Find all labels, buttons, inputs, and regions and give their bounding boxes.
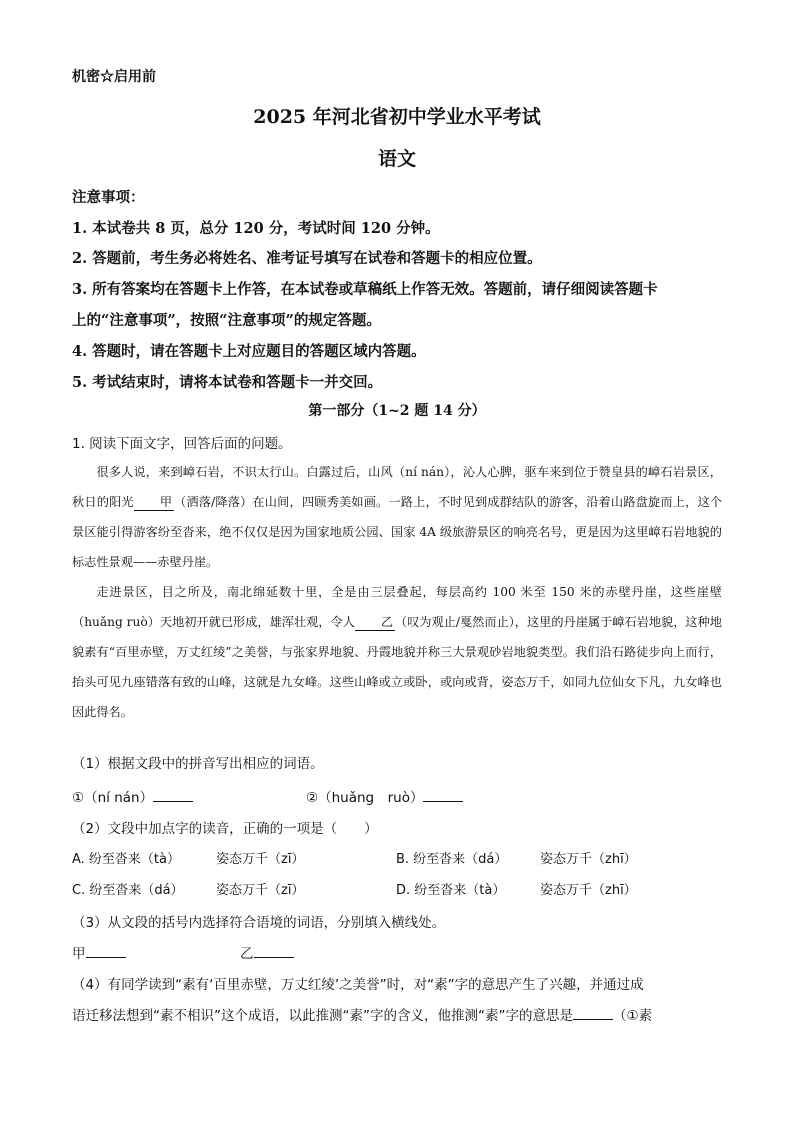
option-d-2: 姿态万千（zhī） <box>540 883 637 898</box>
sub1-answer-a <box>72 786 193 806</box>
answer-line <box>153 789 193 802</box>
part-heading: 第一部分（1~2 题 14 分） <box>308 403 486 419</box>
sub-question-1: （1）根据文段中的拼音写出相应的词语。 <box>72 756 324 772</box>
notes-item-5: 5. 考试结束时，请将本试卷和答题卡一并交回。 <box>72 374 383 391</box>
answer-line <box>254 945 294 958</box>
option-d-1: D. 纷至沓来（tà） <box>396 883 506 898</box>
notes-item-3-cont: 上的“注意事项”，按照“注意事项”的规定答题。 <box>72 312 381 329</box>
sub-question-2: （2）文段中加点字的读音，正确的一项是（ ） <box>72 821 378 837</box>
paragraph-2-text-b: （叹为观止/戛然而止），这里的丹崖属于嶂石岩地貌，这种地貌素有“百里赤壁，万丈红绫”之美誉，与张家界地貌、丹霞地貌并称三大景观砂岩地貌类型。我们沿石路徒步向上而行，抬头可见九座错落有致的山峰，这就是九女峰。这些山峰或立或卧，或向或背，姿态万千，如同九位仙女下凡，九女峰也因此得名。 <box>72 615 722 719</box>
subject-title: 语文 <box>377 148 416 170</box>
passage-paragraph-2 <box>72 577 722 727</box>
option-c-2: 姿态万千（zī） <box>216 883 305 898</box>
passage-paragraph-1 <box>72 457 722 577</box>
option-b-1: B. 纷至沓来（dá） <box>396 852 508 867</box>
sub3-jia-label: 甲 <box>72 946 86 962</box>
sub-question-4-line-2 <box>72 1004 652 1024</box>
exam-title: 2025 年河北省初中学业水平考试 <box>253 106 541 128</box>
blank-jia: 甲 <box>134 494 174 511</box>
option-b-2: 姿态万千（zhī） <box>540 852 637 867</box>
sub1-b-label: ②（huǎng ruò） <box>306 790 424 806</box>
sub4-option-start: （①素 <box>612 1008 653 1024</box>
answer-line <box>86 945 126 958</box>
blank-yi: 乙 <box>355 614 395 631</box>
sub3-answer-yi <box>240 942 294 962</box>
answer-line <box>573 1007 613 1020</box>
confidential-label: 机密☆启用前 <box>72 69 156 85</box>
sub3-answer-jia <box>72 942 126 962</box>
option-a-2: 姿态万千（zī） <box>216 852 305 867</box>
paragraph-1-text-b: （洒落/降落）在山间，四顾秀美如画。一路上，不时见到成群结队的游客，沿着山路盘旋而上，这个景区能引得游客纷至沓来，绝不仅仅是因为国家地质公园、国家 4A 级旅游景区的响亮名号，更是因为这里嶂石岩地貌的标志性景观——赤壁丹崖。 <box>72 495 723 569</box>
notes-item-2: 2. 答题前，考生务必将姓名、准考证号填写在试卷和答题卡的相应位置。 <box>72 250 542 267</box>
question-1-stem: 1. 阅读下面文字，回答后面的问题。 <box>72 436 292 452</box>
sub4-text: 语迁移法想到“素不相识”这个成语，以此推测“素”字的含义，他推测“素”字的意思是 <box>72 1008 573 1024</box>
paragraph-1-text-a: 很多人说，来到嶂石岩，不识太行山。白露过后，山风（ní nán），沁人心脾，驱车来到位于赞皇县的嶂石岩景区，秋日的阳光 <box>72 465 722 509</box>
option-a-1: A. 纷至沓来（tà） <box>72 852 180 867</box>
notes-item-3: 3. 所有答案均在答题卡上作答，在本试卷或草稿纸上作答无效。答题前，请仔细阅读答题卡 <box>72 281 658 298</box>
sub-question-3: （3）从文段的括号内选择符合语境的词语，分别填入横线处。 <box>72 915 446 931</box>
option-c-1: C. 纷至沓来（dá） <box>72 883 184 898</box>
sub1-a-label: ①（ní nán） <box>72 790 154 806</box>
sub-question-4-line-1: （4）有同学读到“素有‘百里赤壁，万丈红绫’之美誉”时，对“素”字的意思产生了兴趣，并通过成 <box>72 977 644 993</box>
notes-heading: 注意事项： <box>72 189 145 206</box>
answer-line <box>423 789 463 802</box>
notes-item-4: 4. 答题时，请在答题卡上对应题目的答题区域内答题。 <box>72 343 426 360</box>
sub1-answer-b <box>306 786 463 806</box>
notes-item-1: 1. 本试卷共 8 页，总分 120 分，考试时间 120 分钟。 <box>72 220 440 237</box>
paragraph-2-text-a: 走进景区，目之所及，南北绵延数十里，全是由三层叠起，每层高约 100 米至 150 米的赤壁丹崖，这些崖壁（huǎng ruò）天地初开就已形成，雄浑壮观，令人 <box>72 585 722 629</box>
reading-passage <box>72 457 722 727</box>
sub3-yi-label: 乙 <box>240 946 254 962</box>
